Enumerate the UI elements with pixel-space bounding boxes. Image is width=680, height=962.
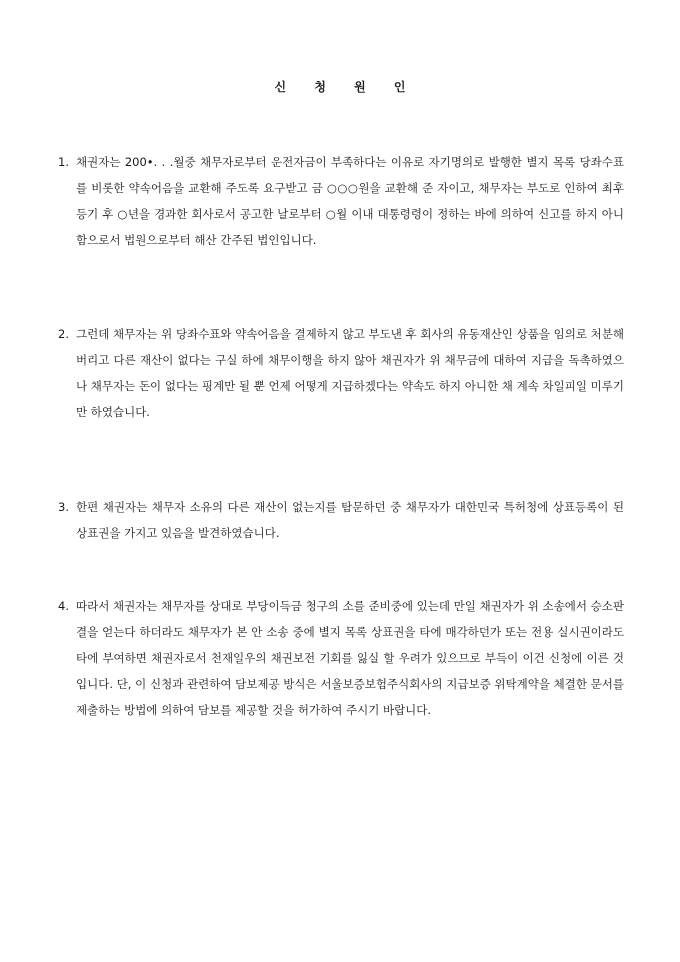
- paragraph-number: 2.: [58, 327, 69, 341]
- paragraph-number: 1.: [58, 155, 69, 169]
- document-title: 신 청 원 인: [274, 80, 418, 94]
- paragraph-1: [58, 149, 624, 253]
- paragraph-text: 그런데 채무자는 위 당좌수표와 약속어음을 결제하지 않고 부도낸 후 회사의 유동재산인 상품을 임의로 처분해 버리고 다른 재산이 없다는 구실 하에 채무이행을 하지 않아 채권자가 위 채무금에 대하여 지급을 독촉하였으나 채무자는 돈이 없다는 핑계만 될 뿐 언제 어떻게 지급하겠다는 약속도 하지 아니한 채 계속 차일피일 미루기만 하였습니다.: [76, 327, 624, 419]
- paragraph-3: [58, 494, 624, 546]
- paragraph-text: 따라서 채권자는 채무자를 상대로 부당이득금 청구의 소를 준비중에 있는데 만일 채권자가 위 소송에서 승소판결을 얻는다 하더라도 채무자가 본 안 소송 중에 별지 목록 상표권을 타에 매각하던가 또는 전용 실시권이라도 타에 부여하면 채권자로서 천재일우의 채권보전 기회를 잃실 할 우려가 있으므로 부득이 이건 신청에 이른 것입니다. 단, 이 신청과 관련하여 담보제공 방식은 서울보증보험주식회사의 지급보증 위탁계약을 체결한 문서를 제출하는 방법에 의하여 담보를 제공할 것을 허가하여 주시기 바랍니다.: [76, 599, 624, 717]
- paragraph-number: 3.: [58, 500, 69, 514]
- paragraph-4: [58, 593, 624, 723]
- paragraph-2: [58, 321, 624, 425]
- paragraph-number: 4.: [58, 599, 69, 613]
- paragraph-text: 한편 채권자는 채무자 소유의 다른 재산이 없는지를 탐문하던 중 채무자가 대한민국 특허청에 상표등록이 된 상표권을 가지고 있음을 발견하였습니다.: [76, 500, 624, 540]
- paragraph-text: 채권자는 200•. . .월중 채무자로부터 운전자금이 부족하다는 이유로 자기명의로 발행한 별지 목록 당좌수표를 비롯한 약속어음을 교환해 주도록 요구받고 금 ○○○원을 교환해 준 자이고, 채무자는 부도로 인하여 최후 등기 후 ○년을 경과한 회사로서 공고한 날로부터 ○월 이내 대통령령이 정하는 바에 의하여 신고를 하지 아니함으로서 법원으로부터 해산 간주된 법인입니다.: [76, 155, 624, 247]
